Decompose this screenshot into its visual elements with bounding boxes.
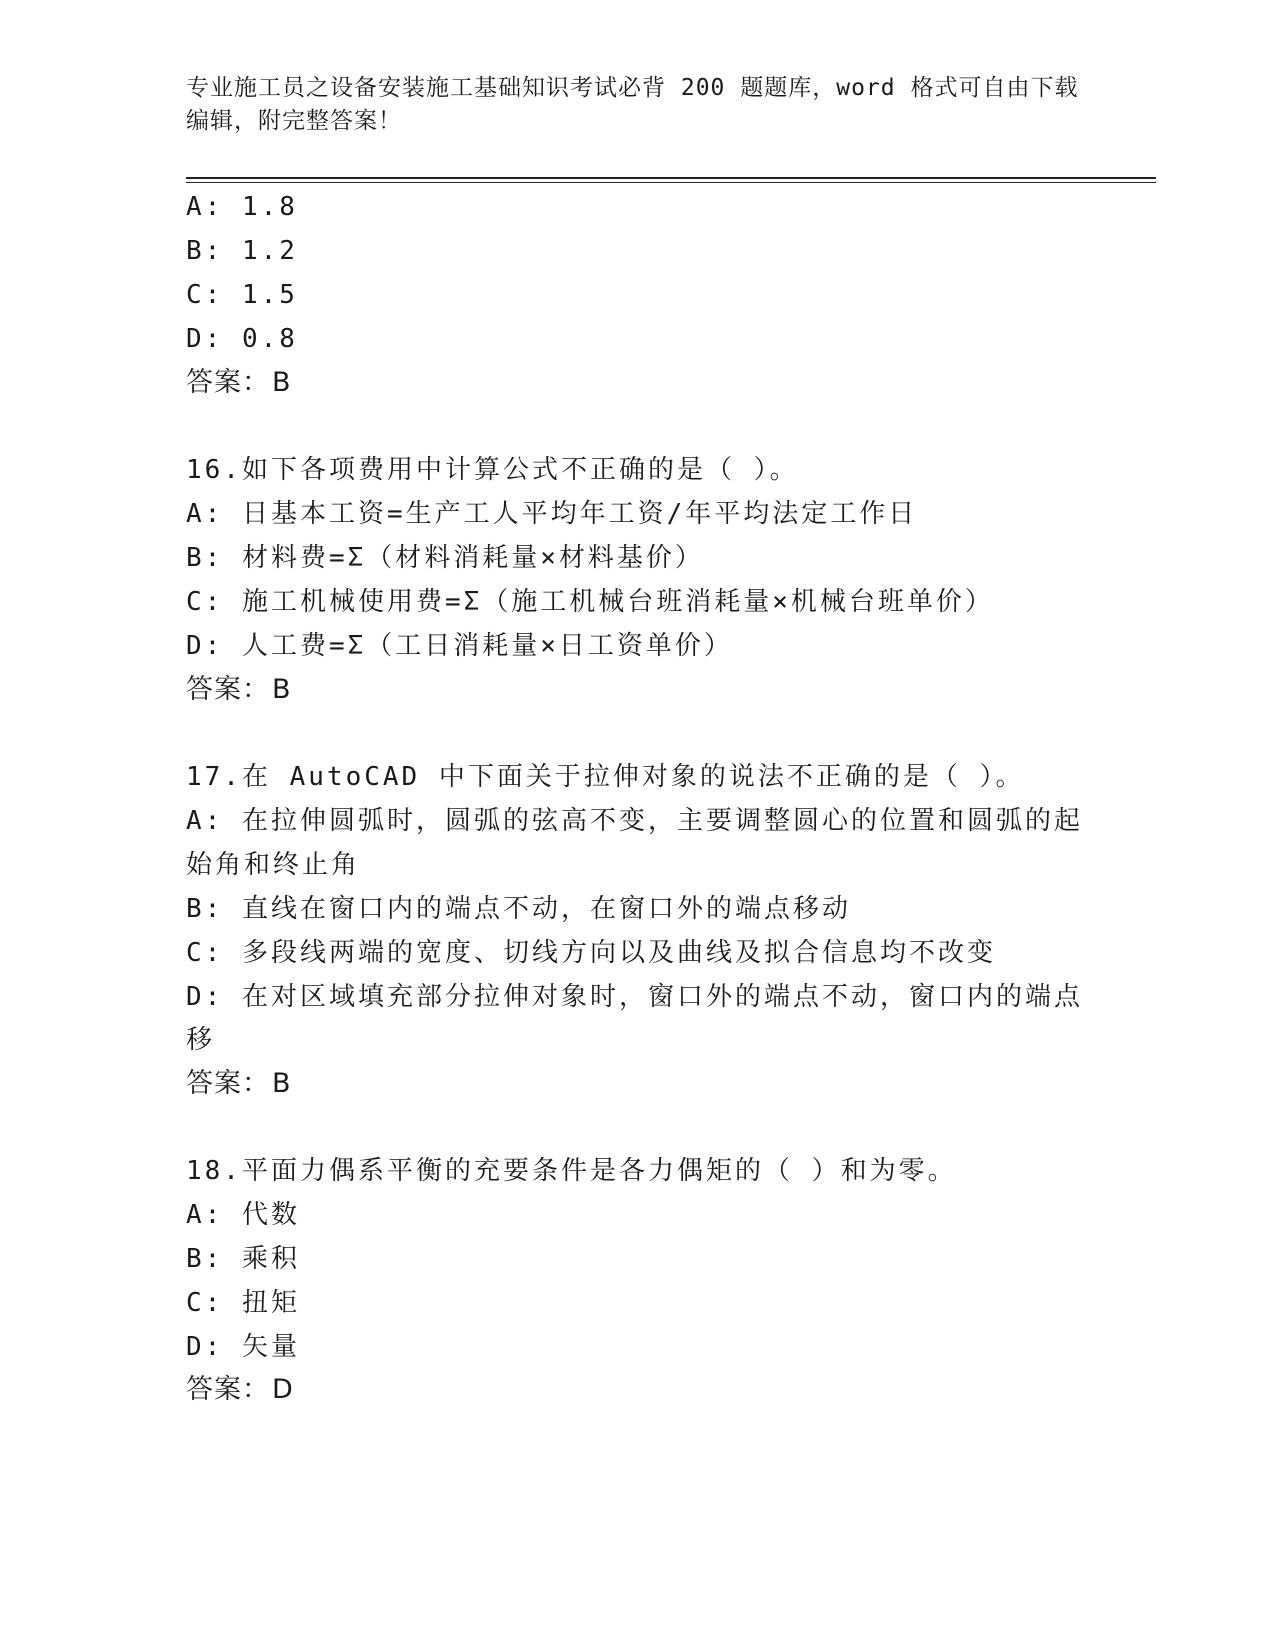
q18-option-a: A: 代数 — [186, 1200, 300, 1230]
q17-option-d: D: 在对区域填充部分拉伸对象时，窗口外的端点不动，窗口内的端点 — [186, 982, 1083, 1012]
q18-option-c: C: 扭矩 — [186, 1288, 300, 1318]
q17-option-a: A: 在拉伸圆弧时，圆弧的弦高不变，主要调整圆心的位置和圆弧的起 — [186, 806, 1083, 836]
header-line-1: 专业施工员之设备安装施工基础知识考试必背 200 题题库，word 格式可自由下载 — [186, 75, 1079, 101]
answer-label: 答案： — [186, 1374, 270, 1405]
header-divider-thick — [186, 177, 1156, 179]
header-line-2: 编辑，附完整答案！ — [186, 108, 402, 134]
q17-option-d-cont: 移 — [186, 1025, 216, 1055]
q17-option-a-cont: 始角和终止角 — [186, 850, 361, 880]
q15-answer — [186, 366, 292, 400]
answer-label: 答案： — [186, 674, 270, 705]
q16-option-c: C: 施工机械使用费=Σ（施工机械台班消耗量×机械台班单价） — [186, 587, 994, 617]
answer-label: 答案： — [186, 1068, 270, 1099]
q16-option-a: A: 日基本工资=生产工人平均年工资/年平均法定工作日 — [186, 499, 918, 529]
q17-question: 17.在 AutoCAD 中下面关于拉伸对象的说法不正确的是（ ）。 — [186, 762, 1025, 792]
q18-option-d: D: 矢量 — [186, 1332, 300, 1362]
q16-question: 16.如下各项费用中计算公式不正确的是（ ）。 — [186, 455, 799, 485]
q15-option-c: C: 1.5 — [186, 280, 298, 310]
q16-answer — [186, 673, 292, 707]
q18-question: 18.平面力偶系平衡的充要条件是各力偶矩的（ ）和为零。 — [186, 1156, 957, 1186]
q16-option-d: D: 人工费=Σ（工日消耗量×日工资单价） — [186, 631, 733, 661]
header-divider-thin — [186, 182, 1156, 183]
answer-value: B — [272, 1068, 292, 1099]
answer-value: D — [272, 1374, 294, 1405]
q15-option-d: D: 0.8 — [186, 324, 298, 354]
answer-value: B — [272, 367, 292, 398]
q17-option-c: C: 多段线两端的宽度、切线方向以及曲线及拟合信息均不改变 — [186, 938, 996, 968]
answer-value: B — [272, 674, 292, 705]
q17-option-b: B: 直线在窗口内的端点不动，在窗口外的端点移动 — [186, 894, 851, 924]
q16-option-b: B: 材料费=Σ（材料消耗量×材料基价） — [186, 543, 704, 573]
q18-option-b: B: 乘积 — [186, 1244, 300, 1274]
q18-answer — [186, 1373, 294, 1407]
answer-label: 答案： — [186, 367, 270, 398]
q15-option-b: B: 1.2 — [186, 236, 298, 266]
document-header — [186, 72, 1086, 138]
q15-option-a: A: 1.8 — [186, 192, 298, 222]
q17-answer — [186, 1067, 292, 1101]
